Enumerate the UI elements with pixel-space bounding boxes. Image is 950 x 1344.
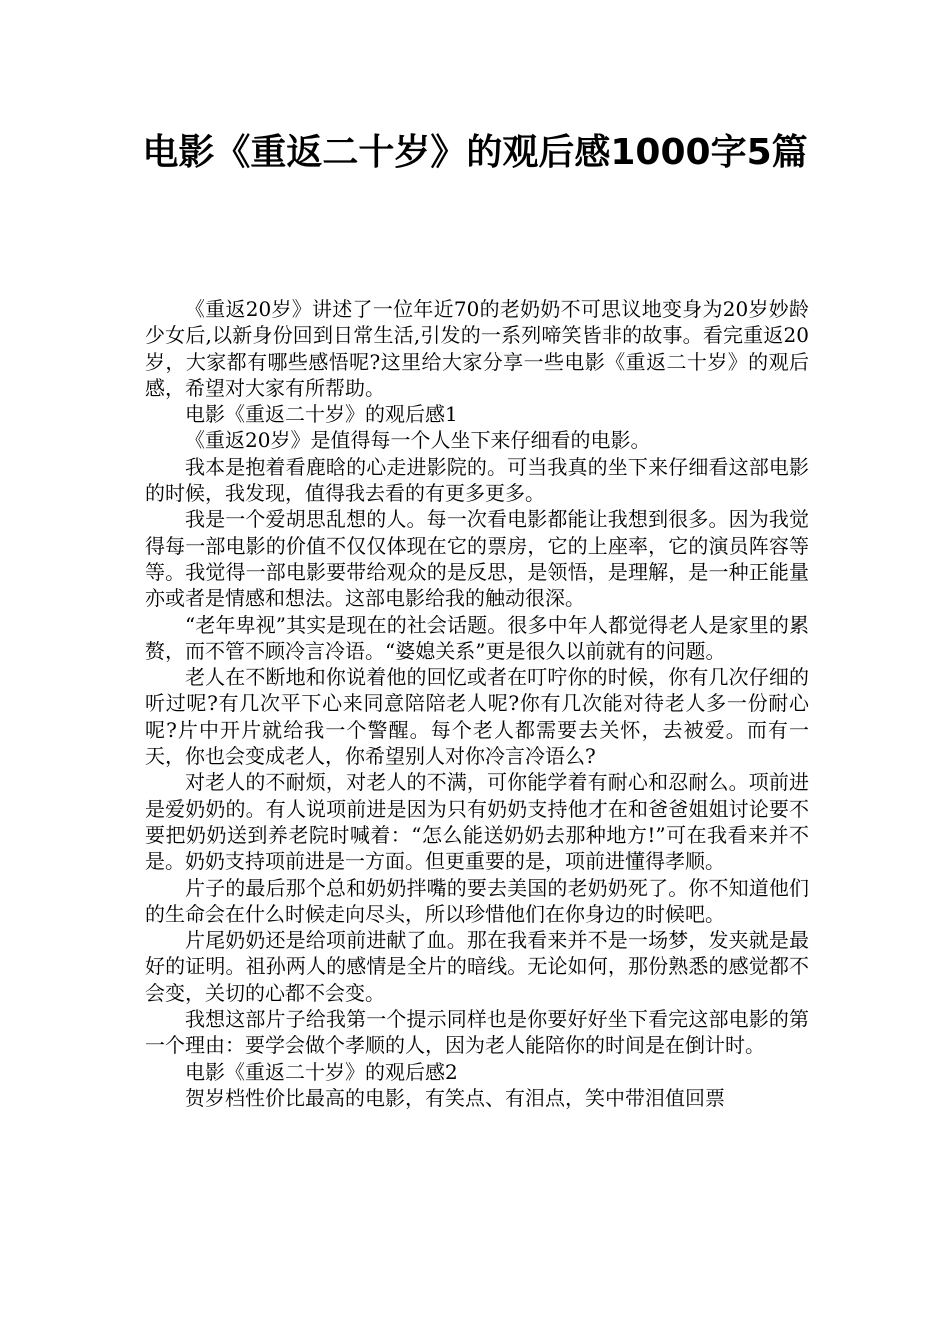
section-heading-1: 电影《重返二十岁》的观后感1 <box>185 402 458 427</box>
document-title: 电影《重返二十岁》的观后感1000字5篇 <box>142 132 808 173</box>
paragraph: 老人在不断地和你说着他的回忆或者在叮咛你的时候，你有几次仔细的听过呢?有几次平下心来同意陪陪老人呢?你有几次能对待老人多一份耐心呢?片中开片就给我一个警醒。每个老人都需要去关怀，去被爱。而有一天，你也会变成老人，你希望别人对你冷言冷语么? <box>145 665 809 769</box>
document-body <box>145 296 809 1111</box>
paragraph: 贺岁档性价比最高的电影，有笑点、有泪点，笑中带泪值回票 <box>185 1085 725 1110</box>
paragraph-intro: 《重返20岁》讲述了一位年近70的老奶奶不可思议地变身为20岁妙龄少女后,以新身份回到日常生活,引发的一系列啼笑皆非的故事。看完重返20岁，大家都有哪些感悟呢?这里给大家分享一些电影《重返二十岁》的观后感，希望对大家有所帮助。 <box>145 297 809 400</box>
paragraph: 我是一个爱胡思乱想的人。每一次看电影都能让我想到很多。因为我觉得每一部电影的价值不仅仅体现在它的票房，它的上座率，它的演员阵容等等。我觉得一部电影要带给观众的是反思，是领悟，是理解，是一种正能量亦或者是情感和想法。这部电影给我的触动很深。 <box>145 507 809 611</box>
paragraph: 对老人的不耐烦，对老人的不满，可你能学着有耐心和忍耐么。项前进是爱奶奶的。有人说项前进是因为只有奶奶支持他才在和爸爸姐姐讨论要不要把奶奶送到养老院时喊着：“怎么能送奶奶去那种地方!”可在我看来并不是。奶奶支持项前进是一方面。但更重要的是，项前进懂得孝顺。 <box>145 770 809 874</box>
paragraph: “老年卑视”其实是现在的社会话题。很多中年人都觉得老人是家里的累赘，而不管不顾冷言冷语。“婆媳关系”更是很久以前就有的问题。 <box>145 612 809 663</box>
paragraph: 片尾奶奶还是给项前进献了血。那在我看来并不是一场梦，发夹就是最好的证明。祖孙两人的感情是全片的暗线。无论如何，那份熟悉的感觉都不会变，关切的心都不会变。 <box>145 928 809 1005</box>
paragraph: 我想这部片子给我第一个提示同样也是你要好好坐下看完这部电影的第一个理由：要学会做个孝顺的人，因为老人能陪你的时间是在倒计时。 <box>145 1007 809 1058</box>
section-heading-2: 电影《重返二十岁》的观后感2 <box>185 1059 458 1084</box>
paragraph: 《重返20岁》是值得每一个人坐下来仔细看的电影。 <box>185 428 651 453</box>
paragraph: 我本是抱着看鹿晗的心走进影院的。可当我真的坐下来仔细看这部电影的时候，我发现，值得我去看的有更多更多。 <box>145 454 809 506</box>
paragraph: 片子的最后那个总和奶奶拌嘴的要去美国的老奶奶死了。你不知道他们的生命会在什么时候走向尽头，所以珍惜他们在你身边的时候吧。 <box>145 875 809 926</box>
